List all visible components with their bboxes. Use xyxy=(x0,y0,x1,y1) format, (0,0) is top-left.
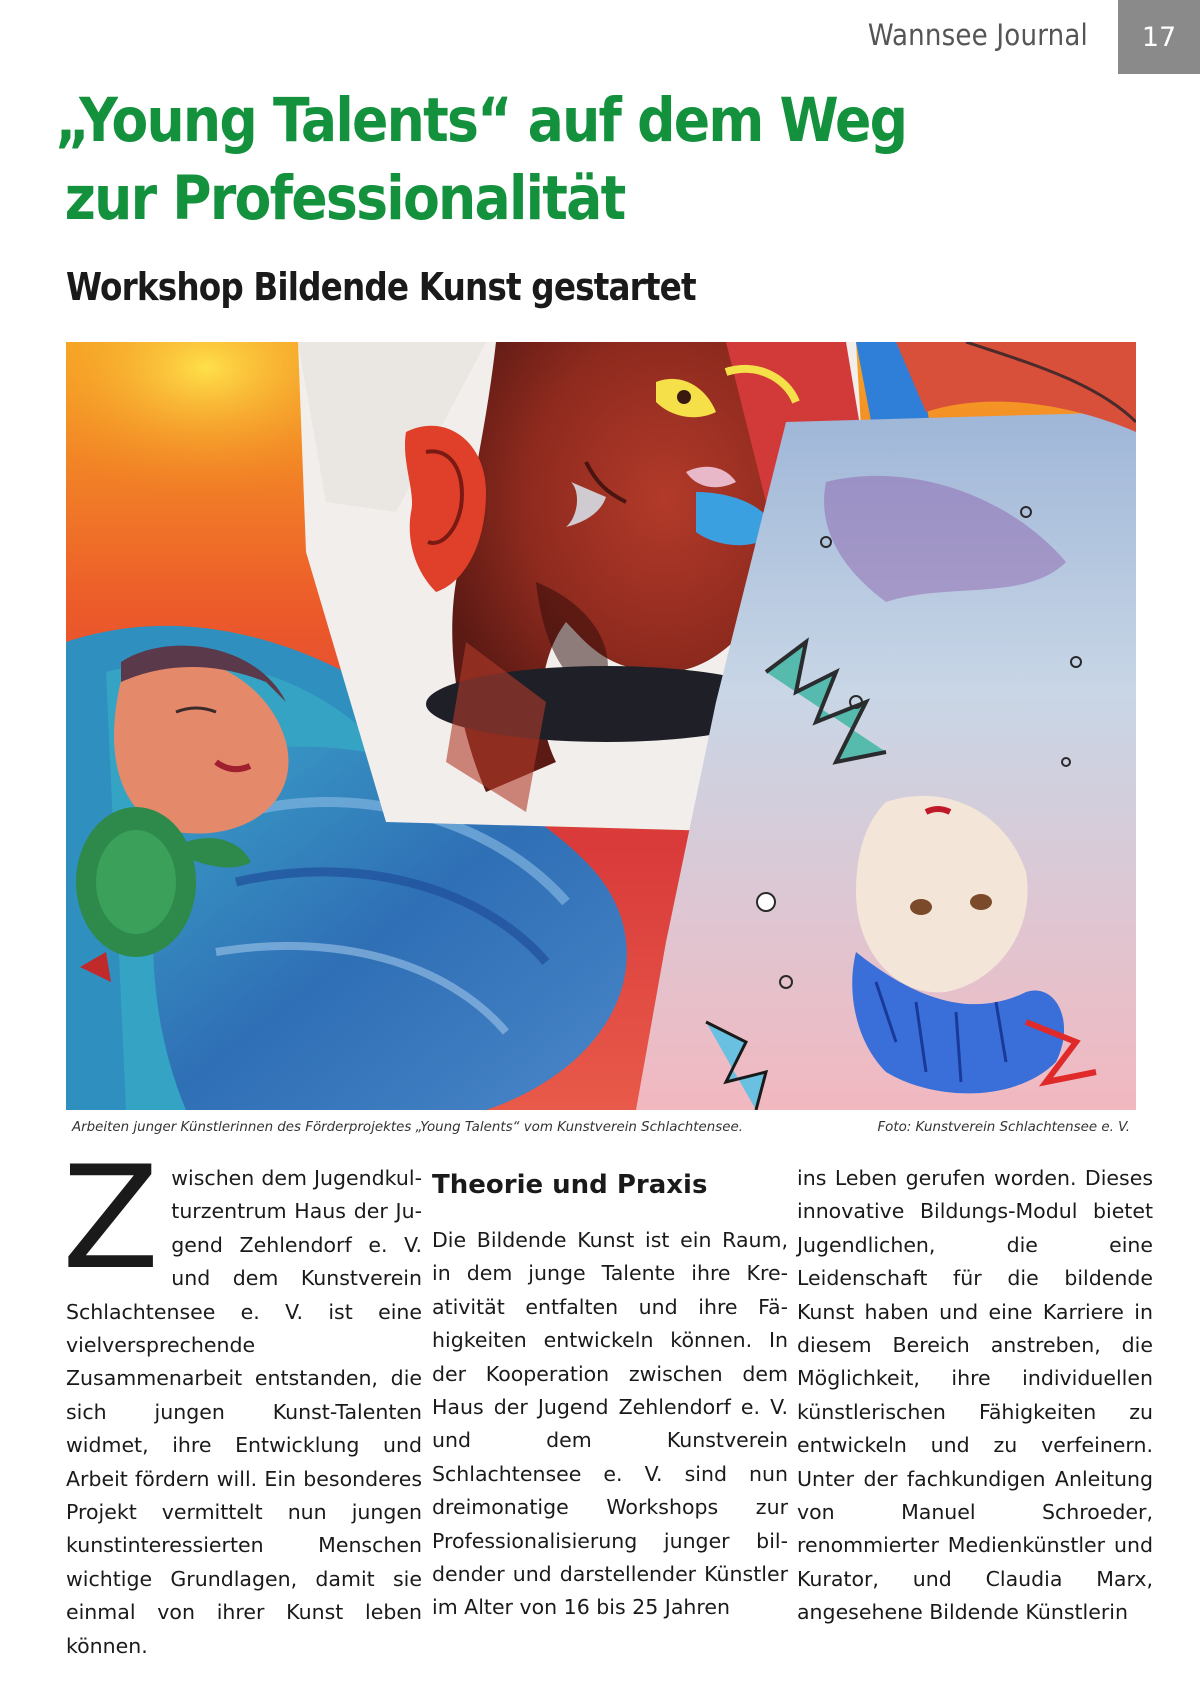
photo-caption-row xyxy=(72,1120,1130,1135)
section-heading: Theorie und Praxis xyxy=(432,1170,708,1200)
article-title xyxy=(55,82,988,238)
article-subtitle: Workshop Bildende Kunst gestartet xyxy=(66,265,696,309)
article-column-1 xyxy=(62,1136,422,1663)
article-column-2 xyxy=(432,1162,788,1625)
title-line-2: zur Professionalität xyxy=(64,163,625,234)
column-1-text: wischen dem Jugendkulturzentrum Haus der Jugend Zehlendorf e. V. und dem Kunstverein Schlachtensee e. V. ist eine vielversprechende Zusammenarbeit entstanden, die sich jungen Kunst-Talenten widmet, ihre Entwicklung und Arbeit fördern will. Ein besonderes Projekt vermittelt nun jungen kunstinteressierten Menschen wichtige Grundlagen, damit sie einmal von ihrer Kunst leben können. xyxy=(66,1166,422,1658)
article-column-3 xyxy=(797,1162,1153,1630)
page-number: 17 xyxy=(1118,0,1200,74)
title-line-1: „Young Talents“ auf dem Weg xyxy=(55,85,907,156)
photo-caption: Arbeiten junger Künstlerinnen des Förderprojektes „Young Talents“ vom Kunstverein Schlachtensee. xyxy=(72,1120,743,1135)
column-3-text: ins Leben gerufen worden. Dieses innovative Bildungs-Modul bietet Jugendlichen, die eine Leidenschaft für die bildende Kunst haben und eine Karriere in diesem Bereich anstreben, die Möglichkeit, ihre individuellen künstlerischen Fähigkeiten zu entwickeln und zu verfeinern. Unter der fachkundigen Anleitung von Manuel Schroeder, renommierter Medienkünstler und Kurator, und Claudia Marx, angesehene Bildende Künstlerin xyxy=(797,1166,1153,1625)
drop-cap: Z xyxy=(62,1136,160,1301)
photo-credit: Foto: Kunstverein Schlachtensee e. V. xyxy=(877,1120,1130,1135)
column-2-text: Die Bildende Kunst ist ein Raum, in dem junge Talente ihre Kreativität entfalten und ihre Fähigkeiten entwickeln können. In der Kooperation zwischen dem Haus der Jugend Zehlendorf e. V. und dem Kunstverein Schlachtensee e. V. sind nun dreimonatige Workshops zur Professionalisierung junger bildender und darstellender Künstler im Alter von 16 bis 25 Jahren xyxy=(432,1228,788,1620)
artwork-photo xyxy=(66,342,1136,1110)
journal-name: Wannsee Journal xyxy=(867,18,1088,52)
